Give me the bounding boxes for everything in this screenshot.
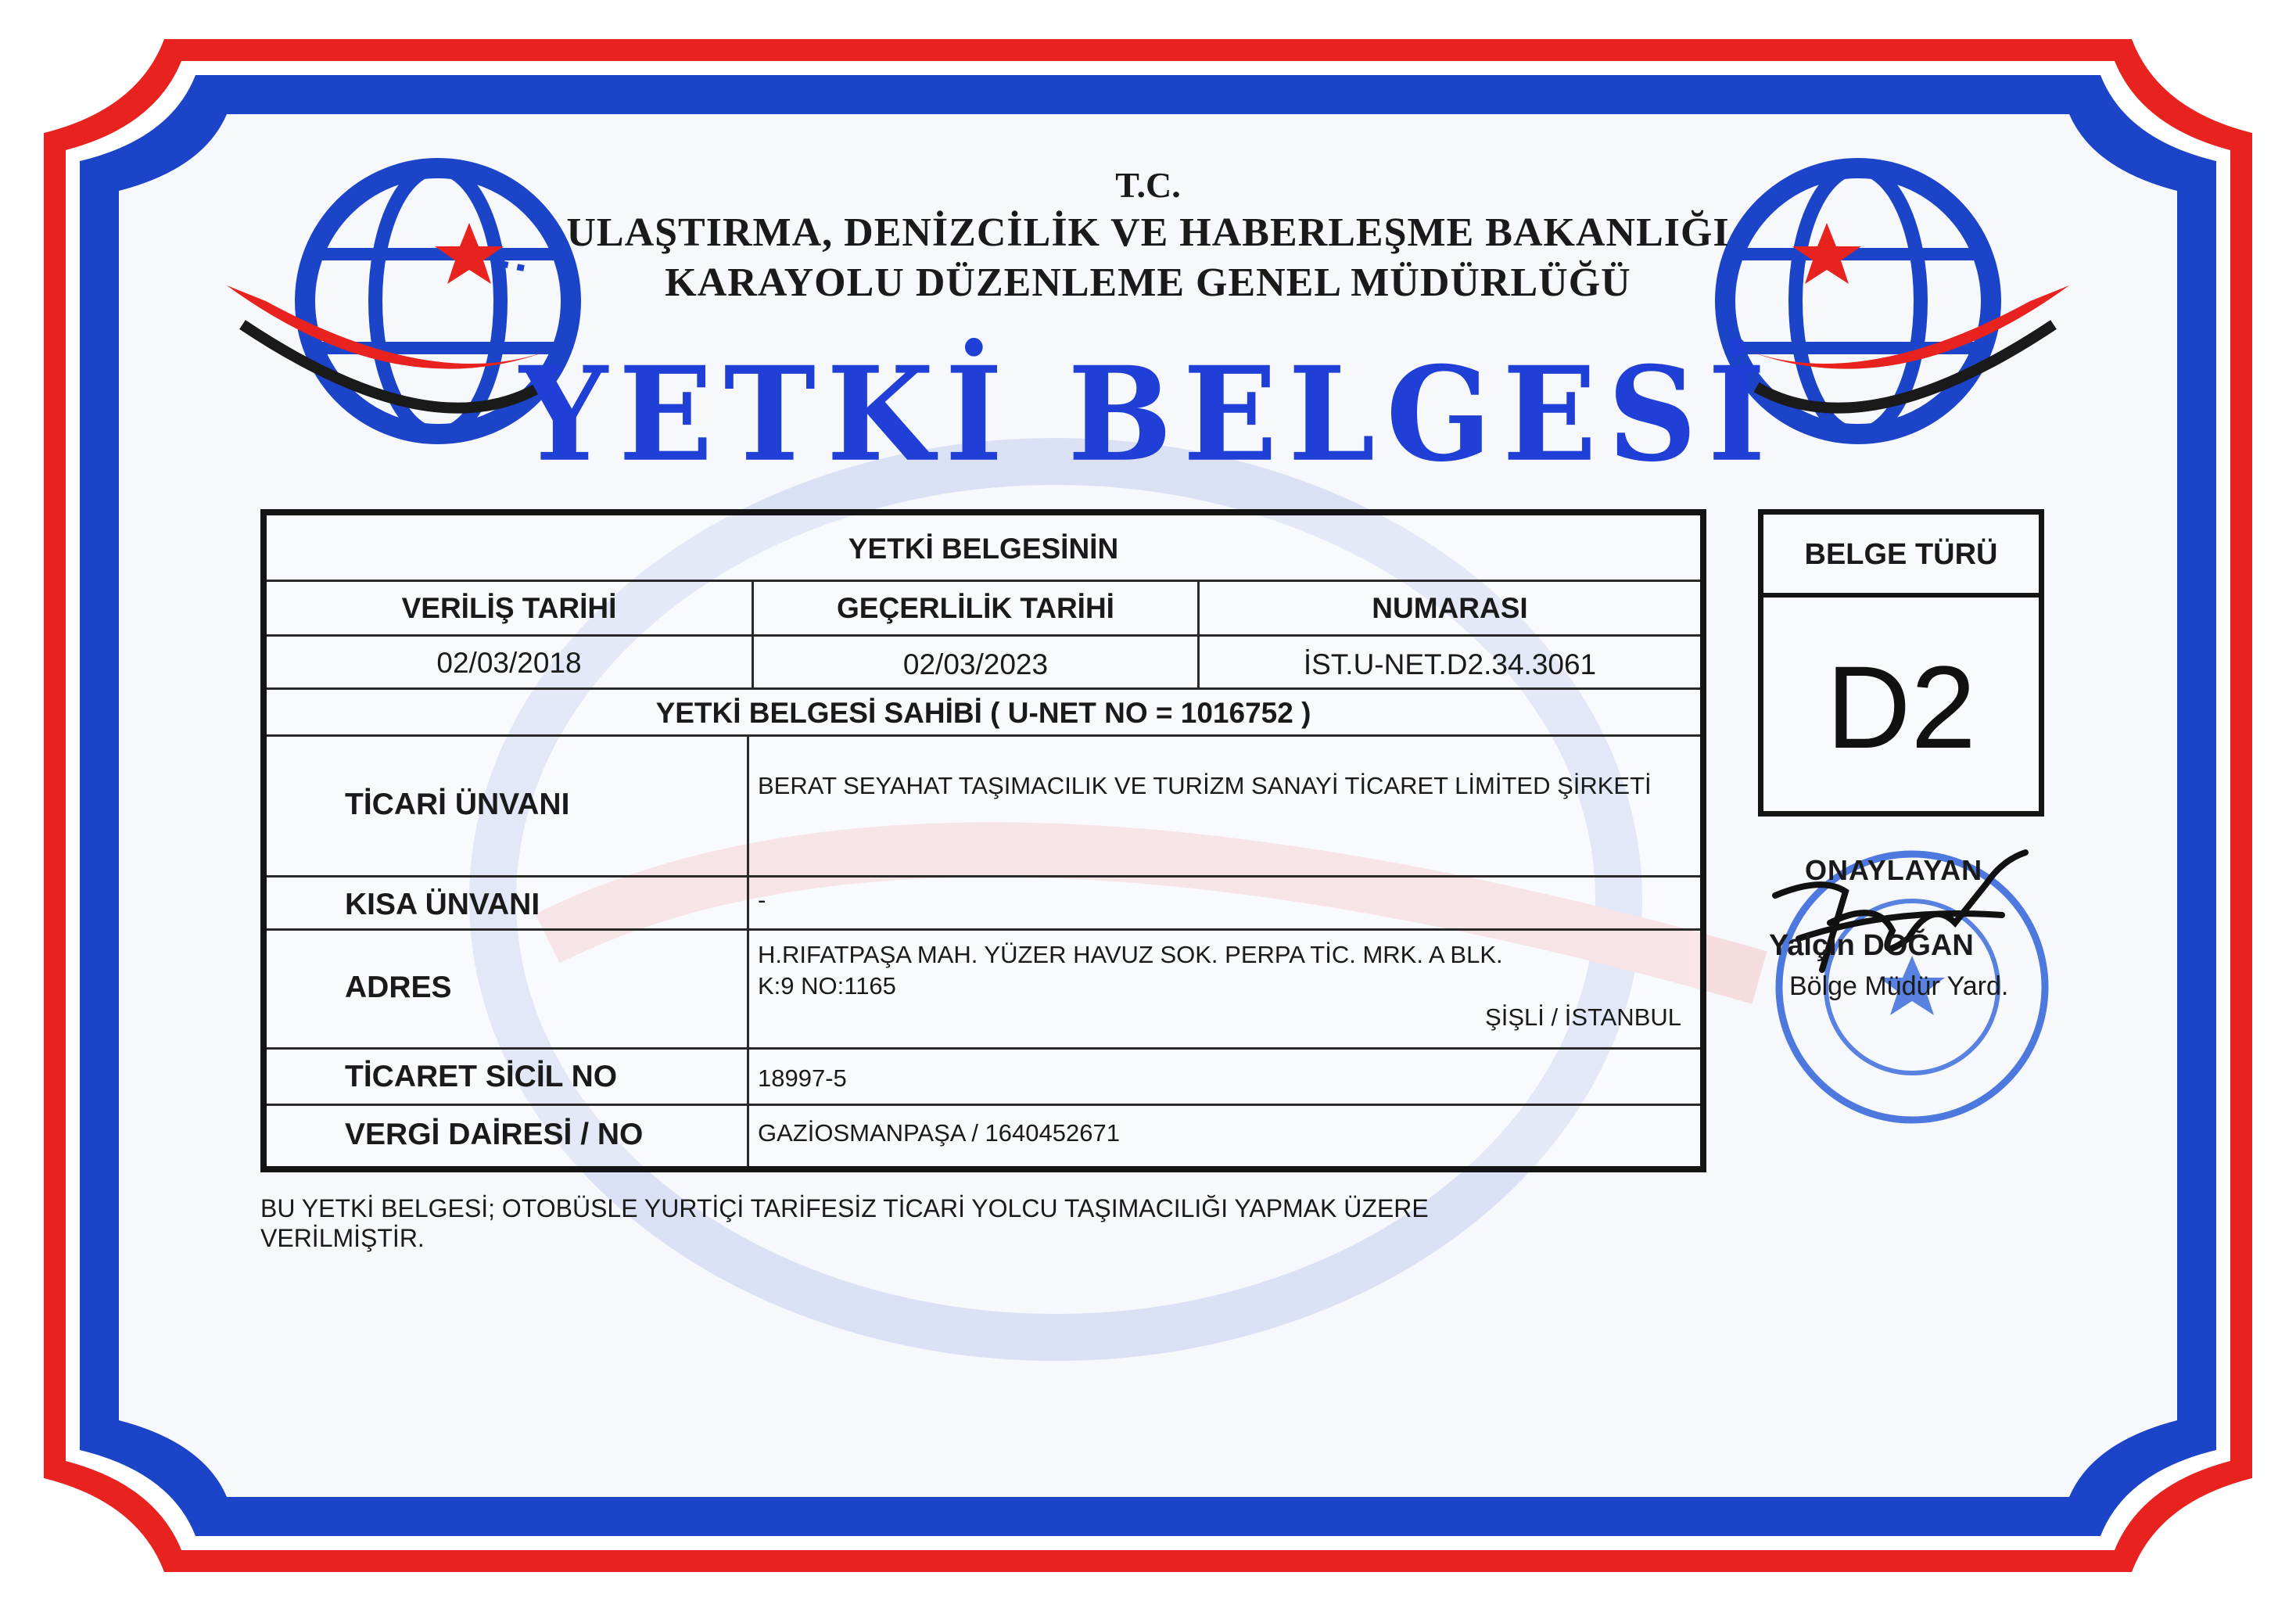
signer-name: Yalçın DOĞAN xyxy=(1769,929,1974,962)
address-label: ADRES xyxy=(345,971,452,1004)
trade-registry-value: 18997-5 xyxy=(758,1064,847,1092)
short-name-label: KISA ÜNVANI xyxy=(345,888,540,921)
issue-date-value: 02/03/2018 xyxy=(436,647,582,679)
footer-statement: BU YETKİ BELGESİ; OTOBÜSLE YURTİÇİ TARİFESİZ TİCARİ YOLCU TAŞIMACILIĞI YAPMAK ÜZERE VERİLMİŞTİR. xyxy=(260,1194,1429,1252)
certificate-number-value: İST.U-NET.D2.34.3061 xyxy=(1303,648,1597,680)
tax-office-label: VERGİ DAİRESİ / NO xyxy=(345,1118,644,1151)
certificate-table xyxy=(260,509,1706,1172)
section-title: YETKİ BELGESİNİN xyxy=(848,533,1119,565)
column-header-issue-date: VERİLİŞ TARİHİ xyxy=(401,592,617,624)
document-type-value: D2 xyxy=(1826,641,1976,773)
trade-registry-label: TİCARET SİCİL NO xyxy=(345,1060,618,1093)
header-directorate: KARAYOLU DÜZENLEME GENEL MÜDÜRLÜĞÜ xyxy=(665,260,1631,305)
column-header-valid-date: GEÇERLİLİK TARİHİ xyxy=(837,592,1114,624)
address-value: H.RIFATPAŞA MAH. YÜZER HAVUZ SOK. PERPA TİC. MRK. A BLK. K:9 NO:1165 xyxy=(758,941,1503,1000)
document-type-label: BELGE TÜRÜ xyxy=(1804,538,1998,571)
document-type-box xyxy=(1758,509,2044,817)
approval-label: ONAYLAYAN xyxy=(1805,854,1983,886)
header-tc: T.C. xyxy=(1115,165,1181,205)
trade-name-label: TİCARİ ÜNVANI xyxy=(345,788,570,821)
trade-name-value: BERAT SEYAHAT TAŞIMACILIK VE TURİZM SANAYİ TİCARET LİMİTED ŞİRKETİ xyxy=(758,772,1652,799)
short-name-value: - xyxy=(758,886,766,913)
document-title: YETKİ BELGESİ xyxy=(519,339,1777,491)
column-header-number: NUMARASI xyxy=(1372,592,1528,624)
header-ministry: ULAŞTIRMA, DENİZCİLİK VE HABERLEŞME BAKANLIĞI xyxy=(566,210,1730,255)
tax-office-value: GAZİOSMANPAŞA / 1640452671 xyxy=(758,1119,1120,1147)
holder-title: YETKİ BELGESİ SAHİBİ ( U-NET NO = 1016752 ) xyxy=(655,697,1311,729)
valid-date-value: 02/03/2023 xyxy=(902,648,1049,680)
address-city-value: ŞİŞLİ / İSTANBUL xyxy=(1485,1003,1681,1031)
signer-title: Bölge Müdür Yard. xyxy=(1789,971,2009,1001)
